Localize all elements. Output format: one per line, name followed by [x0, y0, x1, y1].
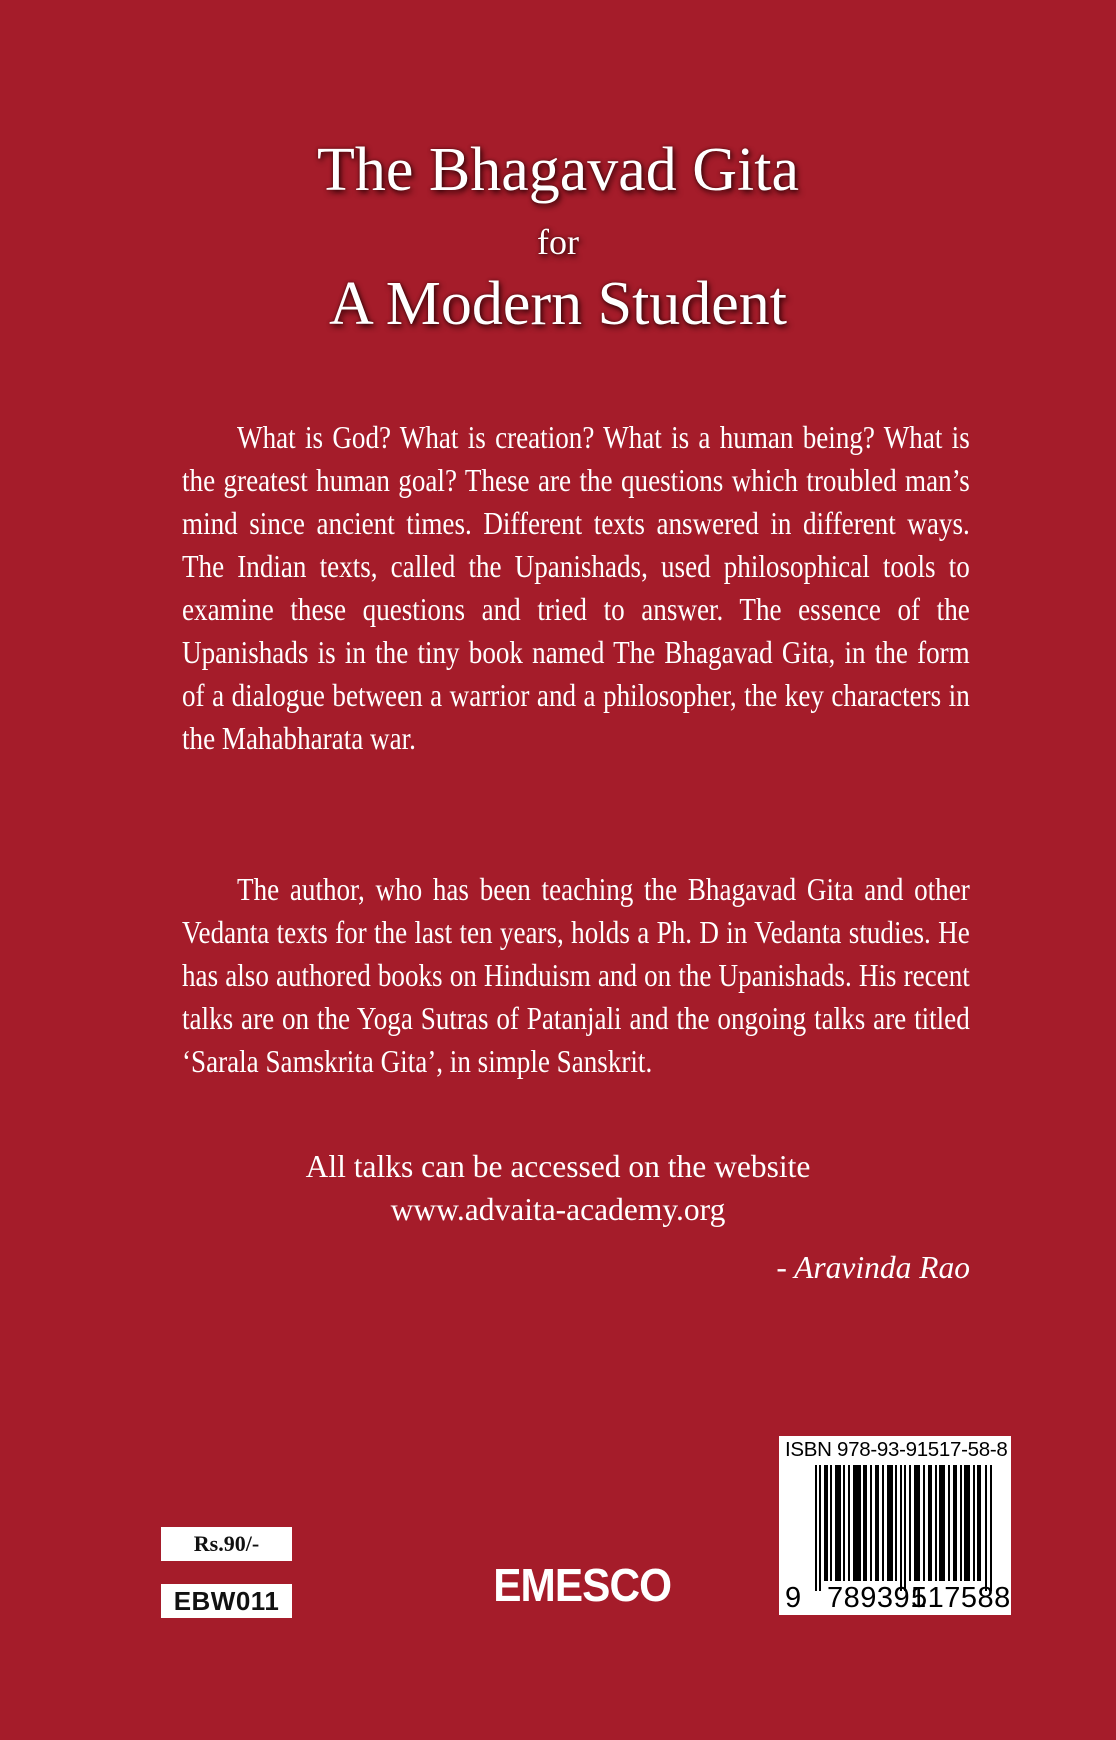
isbn-label: ISBN 978-93-91517-58-8: [785, 1438, 1008, 1461]
website-url: www.advaita-academy.org: [390, 1192, 726, 1227]
isbn-barcode: [779, 1436, 1011, 1615]
barcode-icon: [815, 1465, 993, 1591]
blurb-paragraph-1-text: What is God? What is creation? What is a human being? What is the greatest human goal? These are the questions which troubled man’s mind since ancient times. Different texts answered in different ways. The Indian texts, called the Upanishads, used philosophical tools to examine these questions and tried to answer. The essence of the Upanishads is in the tiny book named The Bhagavad Gita, in the form of a dialogue between a warrior and a philosopher, the key characters in the Mahabharata war.: [182, 420, 970, 756]
book-title-connector: for: [537, 222, 579, 262]
price-label: Rs.90/-: [161, 1527, 292, 1561]
ean-first-digit: 9: [785, 1582, 802, 1614]
ean-right-group: 517588: [911, 1582, 1011, 1614]
blurb-paragraph-1: [182, 416, 970, 760]
blurb-paragraph-2-text: The author, who has been teaching the Bhagavad Gita and other Vedanta texts for the last ten years, holds a Ph. D in Vedanta studies. He has also authored books on Hinduism and on the Upanishads. His recent talks are on the Yoga Sutras of Patanjali and the ongoing talks are titled ‘Sarala Samskrita Gita’, in simple Sanskrit.: [182, 872, 970, 1079]
book-code-label: EBW011: [161, 1584, 292, 1618]
blurb-paragraph-2: [182, 868, 970, 1083]
author-signature: - Aravinda Rao: [776, 1250, 970, 1285]
ean-left-group: 789391: [827, 1582, 927, 1614]
publisher-logo: EMESCO: [493, 1559, 672, 1611]
book-subtitle: A Modern Student: [328, 270, 788, 338]
website-intro: All talks can be accessed on the website: [305, 1149, 811, 1184]
book-title: The Bhagavad Gita: [316, 136, 800, 204]
